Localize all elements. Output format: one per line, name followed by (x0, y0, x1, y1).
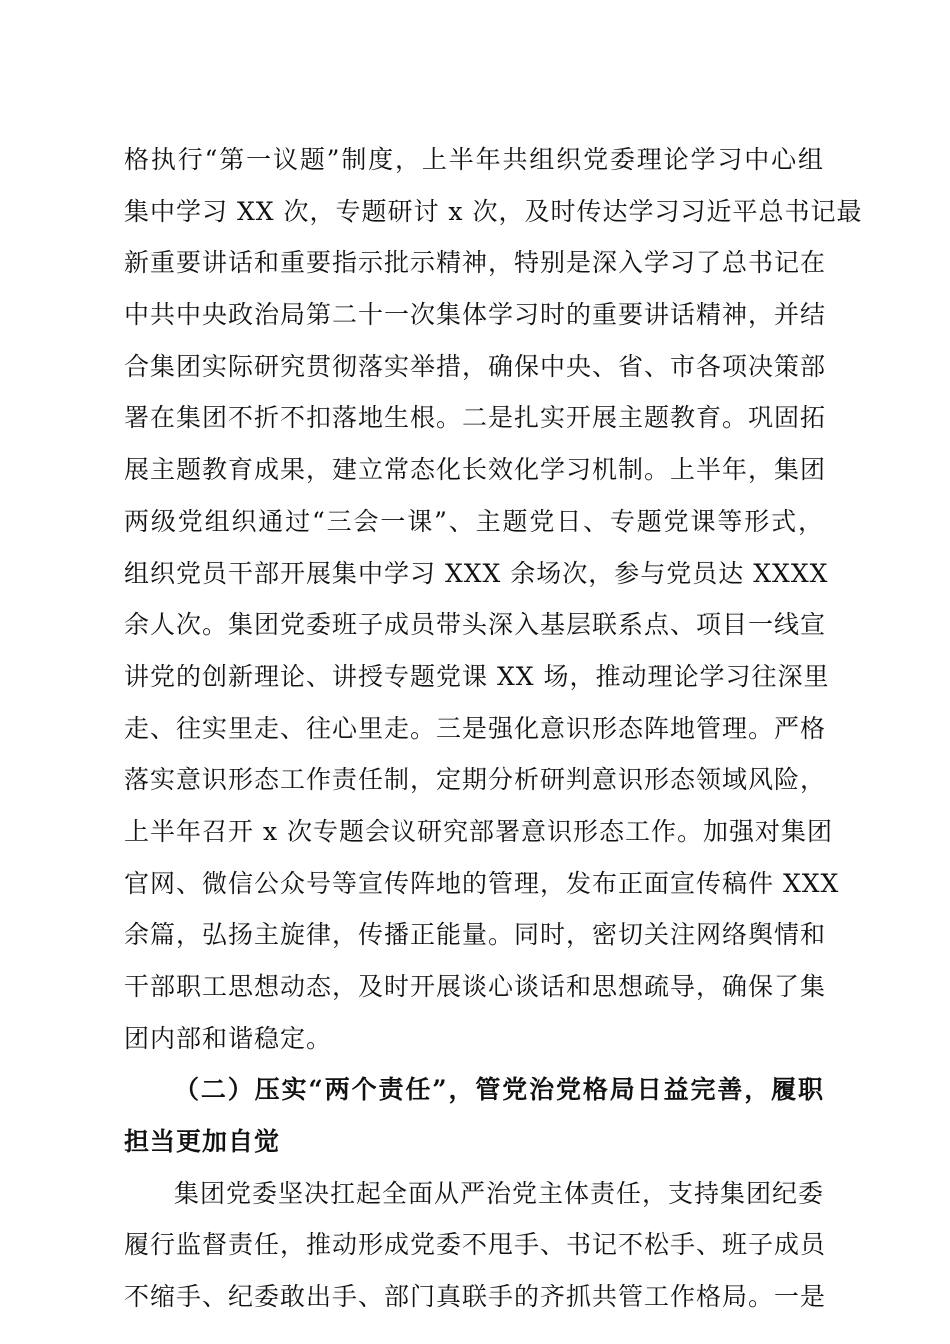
paragraph-line: 讲党的创新理论、讲授专题党课 XX 场，推动理论学习往深里 (124, 661, 830, 691)
paragraph-line: 合集团实际研究贯彻落实举措，确保中央、省、市各项决策部 (124, 351, 827, 381)
paragraph-line: 署在集团不折不扣落地生根。二是扎实开展主题教育。巩固拓 (124, 403, 827, 433)
paragraph-line: 格执行“第一议题”制度，上半年共组织党委理论学习中心组 (124, 145, 824, 174)
paragraph-line: 余篇，弘扬主旋律，传播正能量。同时，密切关注网络舆情和 (124, 920, 827, 950)
paragraph-line: 集中学习 XX 次，专题研讨 x 次，及时传达学习习近平总书记最 (124, 196, 863, 226)
paragraph-line: 中共中央政治局第二十一次集体学习时的重要讲话精神，并结 (124, 300, 827, 330)
paragraph-line: 新重要讲话和重要指示批示精神，特别是深入学习了总书记在 (124, 248, 827, 278)
section-heading-line-last: 担当更加自觉 (124, 1127, 281, 1157)
paragraph-line: 干部职工思想动态，及时开展谈心谈话和思想疏导，确保了集 (124, 972, 827, 1001)
paragraph-line: 官网、微信公众号等宣传阵地的管理，发布正面宣传稿件 XXX (124, 868, 840, 898)
paragraph-line: 不缩手、纪委敢出手、部门真联手的齐抓共管工作格局。一是 (124, 1282, 827, 1312)
paragraph-line: 展主题教育成果，建立常态化长效化学习机制。上半年，集团 (124, 455, 827, 485)
paragraph-line-last: 团内部和谐稳定。 (124, 1023, 333, 1053)
paragraph-line-first: 集团党委坚决扛起全面从严治党主体责任，支持集团纪委 (174, 1178, 825, 1208)
paragraph-line: 落实意识形态工作责任制，定期分析研判意识形态领域风险， (124, 765, 827, 795)
paragraph-line: 两级党组织通过“三会一课”、主题党日、专题党课等形式， (124, 506, 824, 536)
paragraph-line: 组织党员干部开展集中学习 XXX 余场次，参与党员达 XXXX (124, 558, 829, 588)
document-body (124, 134, 863, 1323)
section-heading-line: （二）压实“两个责任”，管党治党格局日益完善，履职 (174, 1075, 824, 1105)
paragraph-line: 履行监督责任，推动形成党委不甩手、书记不松手、班子成员 (124, 1230, 827, 1260)
paragraph-line: 走、往实里走、往心里走。三是强化意识形态阵地管理。严格 (124, 713, 827, 743)
paragraph-line: 上半年召开 x 次专题会议研究部署意识形态工作。加强对集团 (124, 816, 833, 846)
paragraph-line: 余人次。集团党委班子成员带头深入基层联系点、项目一线宣 (124, 610, 827, 640)
